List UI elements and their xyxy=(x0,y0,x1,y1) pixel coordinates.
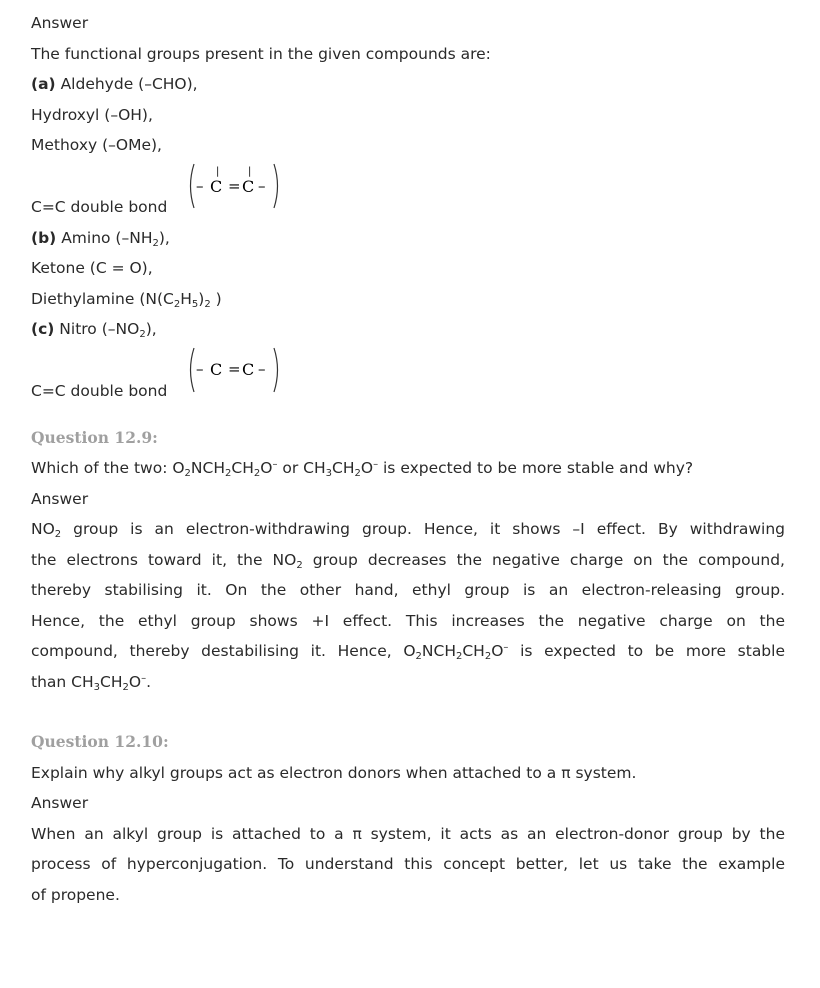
hydroxyl-line: Hydroxyl (–OH), xyxy=(31,105,153,124)
svg-text:–: – xyxy=(258,176,266,195)
svg-text:=: = xyxy=(228,176,241,195)
double-bond-row-2 xyxy=(31,345,785,407)
double-bond-label-1: C=C double bond xyxy=(31,198,168,216)
item-c: (c) Nitro $(-NO_2)$, xyxy=(31,320,157,340)
svg-text:|: | xyxy=(248,165,252,177)
question-12-9-text: Which of the two: $O_2NCH_2CH_2O^-$ or $CH_3CH_2O^-$ is expected to be more stable and why? xyxy=(31,459,694,479)
double-bond-label-2: C=C double bond xyxy=(31,382,168,400)
alkene-formula-2 xyxy=(186,345,282,395)
answer-12-9-line-2: the electrons toward it, the $NO_2$ group decreases the negative charge on the compound, xyxy=(31,550,785,571)
item-a-text: Aldehyde (–CHO), xyxy=(55,75,198,93)
item-b-label: (b) xyxy=(31,228,57,247)
answer-12-10-heading: Answer xyxy=(31,794,89,812)
svg-text:C: C xyxy=(210,176,223,196)
alkene-formula-1 xyxy=(186,161,282,211)
item-a-label: (a) xyxy=(31,75,56,93)
svg-text:–: – xyxy=(196,359,204,378)
answer-heading: Answer xyxy=(31,14,89,32)
svg-text:C: C xyxy=(242,359,255,379)
answer-12-9-line-4: Hence, the ethyl group shows +I effect. This increases the negative charge on the xyxy=(31,611,785,630)
item-c-label: (c) xyxy=(31,320,55,338)
answer-12-9-line-1: $NO_2$ group is an electron-withdrawing group. Hence, it shows –I effect. By withdrawing xyxy=(31,520,785,540)
answer-12-9-heading: Answer xyxy=(31,489,89,508)
answer-12-10-line-1: When an alkyl group is attached to a π system, it acts as an electron-donor group by the xyxy=(31,824,785,843)
answer-12-9-line-5: compound, thereby destabilising it. Hence, $O_2NCH_2CH_2O^-$ is expected to be more stable xyxy=(31,642,785,662)
answer-12-9-line-3: thereby stabilising it. On the other hand, ethyl group is an electron-releasing group. xyxy=(31,581,785,599)
diethylamine-line: Diethylamine ($N(C_2H_5)_2$ ) xyxy=(31,289,222,310)
item-a xyxy=(31,69,785,100)
item-b: (b) Amino $(-NH_2)$, xyxy=(31,228,170,249)
answer-12-10-line-3: of propene. xyxy=(31,885,120,904)
svg-text:C: C xyxy=(210,359,223,379)
svg-text:–: – xyxy=(196,176,204,195)
double-bond-row-1 xyxy=(31,161,785,223)
answer-intro: The functional groups present in the given compounds are: xyxy=(31,44,491,63)
question-12-9-heading: Question 12.9: xyxy=(31,427,158,447)
ketone-line: Ketone (C = O), xyxy=(31,259,153,277)
answer-12-9-line-6: than $CH_3CH_2O^-$. xyxy=(31,672,152,693)
svg-text:–: – xyxy=(258,359,266,378)
document-page xyxy=(31,8,785,910)
svg-text:C: C xyxy=(242,176,255,196)
svg-text:=: = xyxy=(228,359,241,378)
question-12-10-heading: Question 12.10: xyxy=(31,732,169,751)
methoxy-line: Methoxy (–OMe), xyxy=(31,136,162,154)
question-12-10-text: Explain why alkyl groups act as electron donors when attached to a π system. xyxy=(31,763,637,782)
svg-text:|: | xyxy=(216,165,220,177)
answer-12-10-line-2: process of hyperconjugation. To understand this concept better, let us take the example xyxy=(31,855,785,873)
